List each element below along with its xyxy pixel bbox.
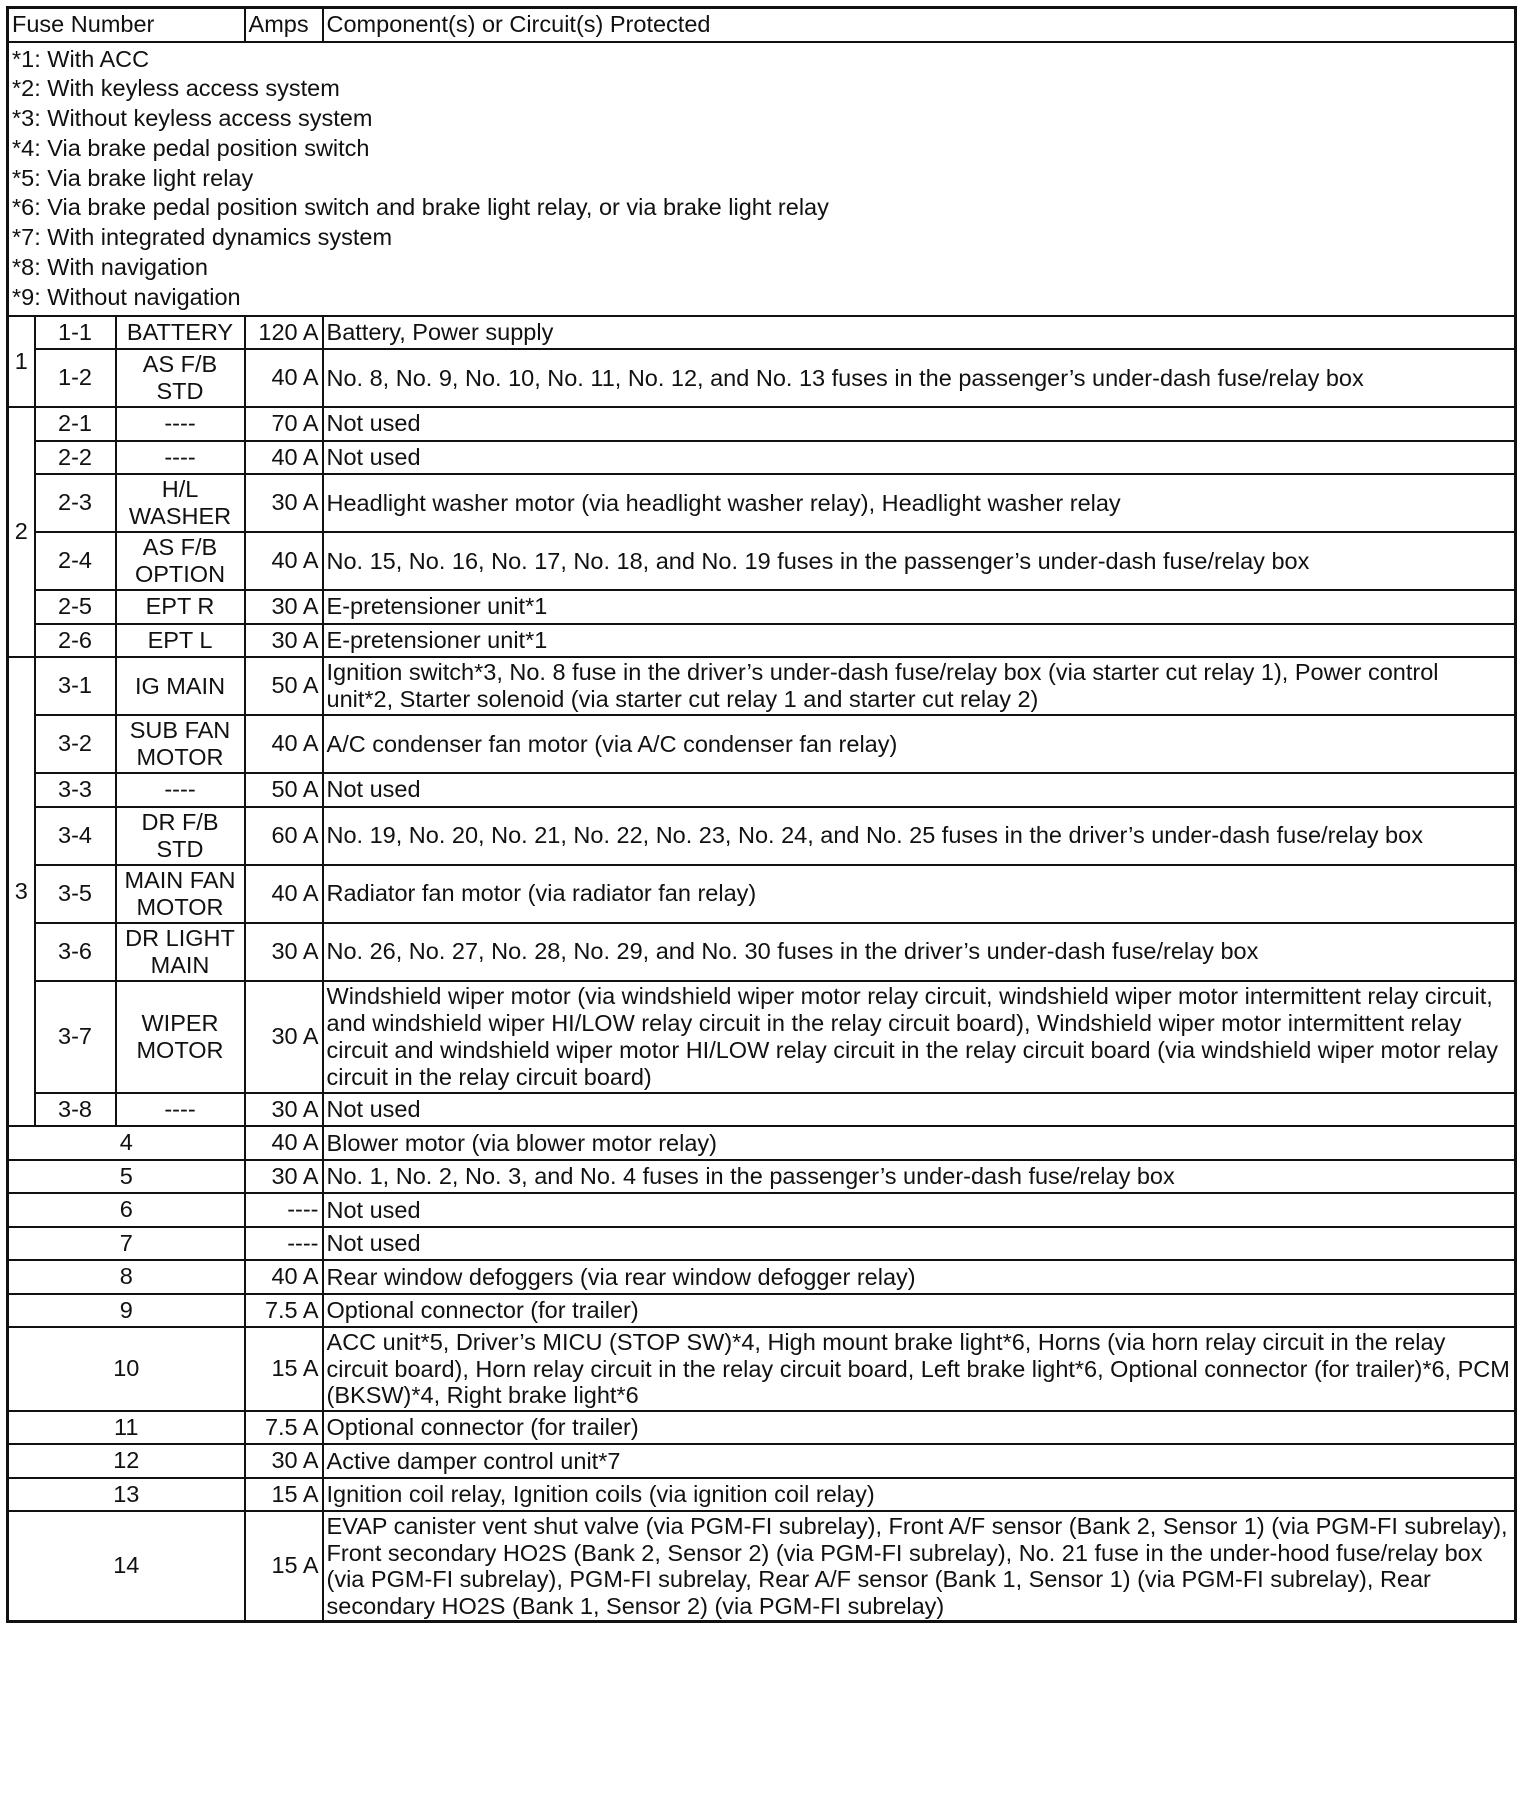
header-amps: Amps	[245, 8, 323, 42]
fuse-table-body	[8, 8, 1516, 1622]
header-row	[8, 8, 1516, 42]
fuse-amps: ----	[245, 1193, 323, 1227]
fuse-name: ----	[116, 441, 245, 475]
fuse-number: 2-2	[35, 441, 116, 475]
fuse-component: Not used	[323, 1093, 1516, 1127]
fuse-row	[8, 1327, 1516, 1411]
fuse-component: Windshield wiper motor (via windshield wiper motor relay circuit, windshield wiper motor intermittent relay circuit, and windshield wiper HI/LOW relay circuit in the relay circuit board), Windshield wiper motor intermittent relay circuit and windshield wiper motor HI/LOW relay circuit in the relay circuit board (via windshield wiper motor relay circuit in the relay circuit board)	[323, 981, 1516, 1093]
footnote: *1: With ACC	[12, 45, 150, 72]
fuse-number: 3-8	[35, 1093, 116, 1127]
fuse-component: EVAP canister vent shut valve (via PGM-FI subrelay), Front A/F sensor (Bank 2, Sensor 1) (via PGM-FI subrelay), Front secondary HO2S (Bank 2, Sensor 2) (via PGM-FI subrelay), No. 21 fuse in the under-hood fuse/relay box (via PGM-FI subrelay), PGM-FI subrelay, Rear A/F sensor (Bank 1, Sensor 1) (via PGM-FI subrelay), Rear secondary HO2S (Bank 1, Sensor 2) (via PGM-FI subrelay)	[323, 1511, 1516, 1622]
fuse-component: A/C condenser fan motor (via A/C condenser fan relay)	[323, 715, 1516, 773]
fuse-number: 3-1	[35, 657, 116, 715]
fuse-number: 2-3	[35, 474, 116, 532]
fuse-amps: 40 A	[245, 532, 323, 590]
fuse-component: No. 26, No. 27, No. 28, No. 29, and No. 30 fuses in the driver’s under-dash fuse/relay box	[323, 923, 1516, 981]
footnote: *3: Without keyless access system	[12, 105, 373, 132]
fuse-component: Not used	[323, 1227, 1516, 1261]
fuse-row	[8, 1126, 1516, 1160]
fuse-number: 7	[8, 1227, 245, 1261]
fuse-table-container	[6, 6, 1514, 1623]
fuse-number: 3-4	[35, 807, 116, 865]
fuse-amps: 30 A	[245, 1093, 323, 1127]
fuse-amps: 40 A	[245, 349, 323, 407]
fuse-number: 3-6	[35, 923, 116, 981]
fuse-row	[8, 407, 1516, 441]
fuse-row	[8, 349, 1516, 407]
fuse-row	[8, 773, 1516, 807]
fuse-row	[8, 1411, 1516, 1445]
fuse-row	[8, 715, 1516, 773]
fuse-number: 10	[8, 1327, 245, 1411]
fuse-row	[8, 1444, 1516, 1478]
fuse-row	[8, 1093, 1516, 1127]
fuse-component: Not used	[323, 441, 1516, 475]
fuse-number: 3-2	[35, 715, 116, 773]
fuse-number: 5	[8, 1160, 245, 1194]
fuse-number: 6	[8, 1193, 245, 1227]
fuse-number: 3-5	[35, 865, 116, 923]
header-component: Component(s) or Circuit(s) Protected	[323, 8, 1516, 42]
fuse-number: 3-3	[35, 773, 116, 807]
fuse-amps: 60 A	[245, 807, 323, 865]
fuse-component: Blower motor (via blower motor relay)	[323, 1126, 1516, 1160]
fuse-component: Ignition switch*3, No. 8 fuse in the driver’s under-dash fuse/relay box (via starter cut relay 1), Power control unit*2, Starter solenoid (via starter cut relay 1 and starter cut relay 2)	[323, 657, 1516, 715]
fuse-amps: 7.5 A	[245, 1294, 323, 1328]
fuse-row	[8, 923, 1516, 981]
fuse-amps: 30 A	[245, 923, 323, 981]
fuse-row	[8, 316, 1516, 350]
fuse-amps: 30 A	[245, 474, 323, 532]
fuse-group-number: 1	[8, 316, 35, 408]
fuse-number: 2-6	[35, 624, 116, 658]
fuse-name: DR LIGHT MAIN	[116, 923, 245, 981]
fuse-row	[8, 981, 1516, 1093]
fuse-amps: 30 A	[245, 981, 323, 1093]
fuse-component: No. 19, No. 20, No. 21, No. 22, No. 23, No. 24, and No. 25 fuses in the driver’s under-dash fuse/relay box	[323, 807, 1516, 865]
fuse-number: 2-1	[35, 407, 116, 441]
fuse-name: SUB FAN MOTOR	[116, 715, 245, 773]
fuse-row	[8, 1193, 1516, 1227]
fuse-row	[8, 1511, 1516, 1622]
fuse-row	[8, 1260, 1516, 1294]
fuse-component: Optional connector (for trailer)	[323, 1294, 1516, 1328]
footnote: *4: Via brake pedal position switch	[12, 134, 370, 161]
fuse-amps: ----	[245, 1227, 323, 1261]
fuse-amps: 50 A	[245, 657, 323, 715]
footnote: *7: With integrated dynamics system	[12, 224, 393, 251]
fuse-amps: 15 A	[245, 1511, 323, 1622]
fuse-group-number: 3	[8, 657, 35, 1126]
fuse-number: 9	[8, 1294, 245, 1328]
fuse-name: EPT L	[116, 624, 245, 658]
fuse-table	[6, 6, 1517, 1623]
fuse-row	[8, 1294, 1516, 1328]
fuse-number: 11	[8, 1411, 245, 1445]
fuse-number: 8	[8, 1260, 245, 1294]
fuse-component: Rear window defoggers (via rear window defogger relay)	[323, 1260, 1516, 1294]
fuse-component: E-pretensioner unit*1	[323, 624, 1516, 658]
fuse-row	[8, 1160, 1516, 1194]
fuse-name: AS F/B STD	[116, 349, 245, 407]
fuse-number: 14	[8, 1511, 245, 1622]
fuse-number: 2-5	[35, 590, 116, 624]
fuse-number: 1-1	[35, 316, 116, 350]
fuse-number: 12	[8, 1444, 245, 1478]
fuse-amps: 70 A	[245, 407, 323, 441]
fuse-row	[8, 807, 1516, 865]
fuse-row	[8, 590, 1516, 624]
fuse-row	[8, 624, 1516, 658]
header-fuse-number: Fuse Number	[8, 8, 245, 42]
fuse-number: 3-7	[35, 981, 116, 1093]
fuse-name: EPT R	[116, 590, 245, 624]
fuse-name: BATTERY	[116, 316, 245, 350]
fuse-amps: 7.5 A	[245, 1411, 323, 1445]
fuse-amps: 40 A	[245, 1126, 323, 1160]
fuse-amps: 30 A	[245, 624, 323, 658]
fuse-name: AS F/B OPTION	[116, 532, 245, 590]
fuse-row	[8, 532, 1516, 590]
footnote: *2: With keyless access system	[12, 75, 340, 102]
fuse-amps: 40 A	[245, 441, 323, 475]
fuse-name: ----	[116, 407, 245, 441]
fuse-amps: 30 A	[245, 1444, 323, 1478]
fuse-component: No. 15, No. 16, No. 17, No. 18, and No. 19 fuses in the passenger’s under-dash fuse/relay box	[323, 532, 1516, 590]
fuse-component: Headlight washer motor (via headlight washer relay), Headlight washer relay	[323, 474, 1516, 532]
fuse-number: 13	[8, 1478, 245, 1512]
fuse-component: Ignition coil relay, Ignition coils (via ignition coil relay)	[323, 1478, 1516, 1512]
fuse-name: WIPER MOTOR	[116, 981, 245, 1093]
fuse-component: No. 8, No. 9, No. 10, No. 11, No. 12, and No. 13 fuses in the passenger’s under-dash fuse/relay box	[323, 349, 1516, 407]
footnote: *5: Via brake light relay	[12, 164, 254, 191]
fuse-number: 1-2	[35, 349, 116, 407]
fuse-row	[8, 865, 1516, 923]
fuse-number: 2-4	[35, 532, 116, 590]
footnote: *9: Without navigation	[12, 283, 241, 310]
fuse-component: ACC unit*5, Driver’s MICU (STOP SW)*4, High mount brake light*6, Horns (via horn relay circuit in the relay circuit board), Horn relay circuit in the relay circuit board, Left brake light*6, Optional connector (for trailer)*6, PCM (BKSW)*4, Right brake light*6	[323, 1327, 1516, 1411]
fuse-amps: 15 A	[245, 1327, 323, 1411]
fuse-amps: 40 A	[245, 1260, 323, 1294]
fuse-name: ----	[116, 1093, 245, 1127]
fuse-name: DR F/B STD	[116, 807, 245, 865]
fuse-component: Not used	[323, 407, 1516, 441]
fuse-name: H/L WASHER	[116, 474, 245, 532]
fuse-amps: 15 A	[245, 1478, 323, 1512]
fuse-name: ----	[116, 773, 245, 807]
fuse-component: E-pretensioner unit*1	[323, 590, 1516, 624]
fuse-amps: 40 A	[245, 715, 323, 773]
footnotes	[8, 42, 1516, 316]
fuse-name: MAIN FAN MOTOR	[116, 865, 245, 923]
fuse-amps: 40 A	[245, 865, 323, 923]
fuse-amps: 50 A	[245, 773, 323, 807]
fuse-component: No. 1, No. 2, No. 3, and No. 4 fuses in the passenger’s under-dash fuse/relay box	[323, 1160, 1516, 1194]
fuse-amps: 120 A	[245, 316, 323, 350]
fuse-row	[8, 474, 1516, 532]
fuse-amps: 30 A	[245, 590, 323, 624]
footnote: *6: Via brake pedal position switch and brake light relay, or via brake light relay	[12, 194, 829, 221]
fuse-number: 4	[8, 1126, 245, 1160]
fuse-name: IG MAIN	[116, 657, 245, 715]
fuse-component: Not used	[323, 1193, 1516, 1227]
fuse-component: Optional connector (for trailer)	[323, 1411, 1516, 1445]
fuse-amps: 30 A	[245, 1160, 323, 1194]
footnote: *8: With navigation	[12, 254, 208, 281]
fuse-group-number: 2	[8, 407, 35, 657]
fuse-row	[8, 1227, 1516, 1261]
fuse-row	[8, 1478, 1516, 1512]
notes-row	[8, 42, 1516, 316]
fuse-component: Not used	[323, 773, 1516, 807]
fuse-component: Active damper control unit*7	[323, 1444, 1516, 1478]
fuse-row	[8, 657, 1516, 715]
fuse-component: Battery, Power supply	[323, 316, 1516, 350]
fuse-row	[8, 441, 1516, 475]
fuse-component: Radiator fan motor (via radiator fan relay)	[323, 865, 1516, 923]
